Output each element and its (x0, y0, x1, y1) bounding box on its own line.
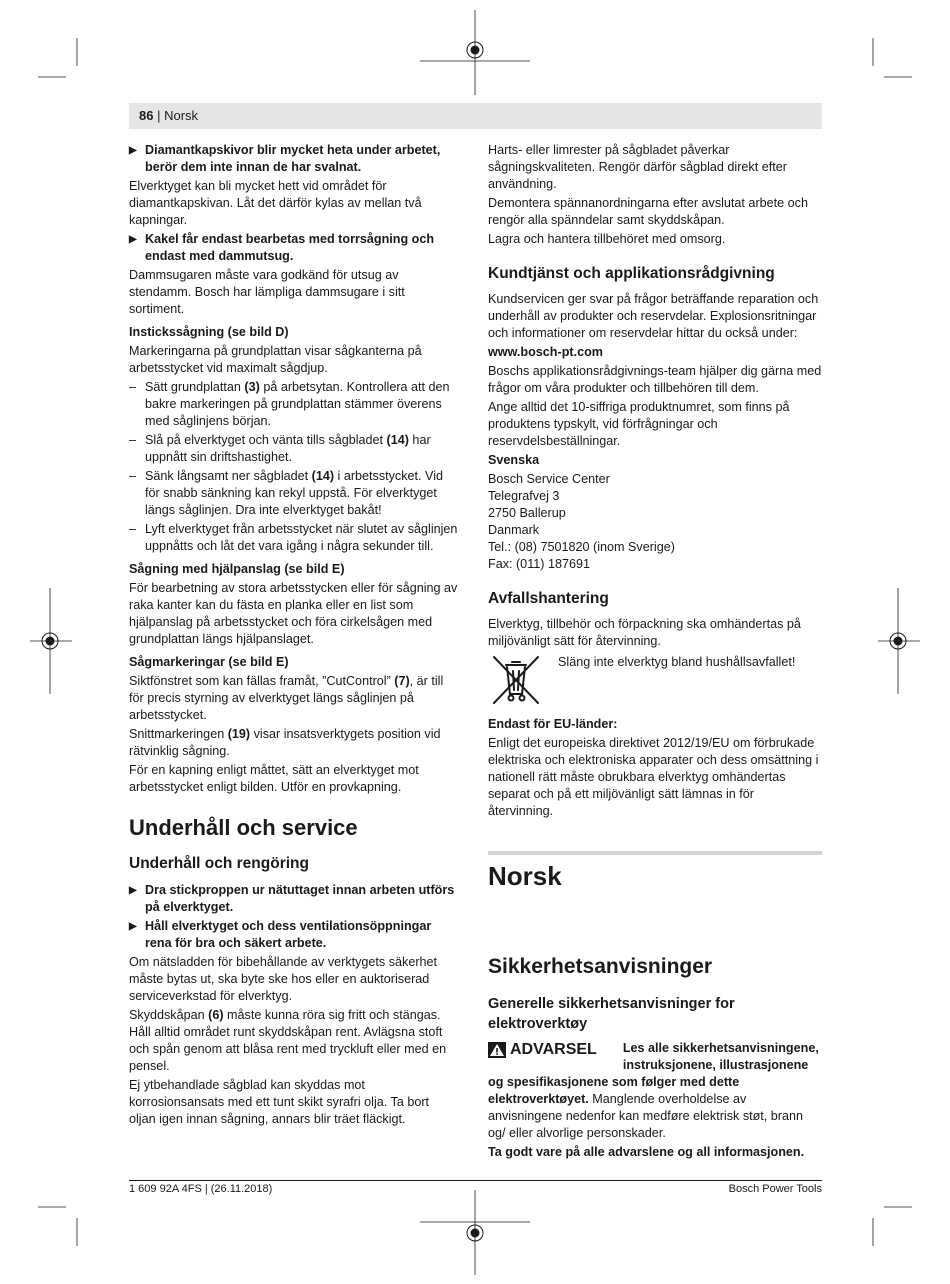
paragraph: Dammsugaren måste vara godkänd för utsug av stendamm. Bosch har lämpliga dammsugare i sitt sortiment. (129, 268, 405, 316)
section-divider (488, 851, 822, 855)
footer-docnumber: 1 609 92A 4FS | (26.11.2018) (129, 1183, 273, 1195)
weee-text: Släng inte elverktyg bland hushållsavfallet! (558, 655, 796, 669)
footer-brand: Bosch Power Tools (728, 1183, 822, 1195)
address-line: Bosch Service Center (488, 472, 610, 486)
warning-label: ADVARSEL (510, 1041, 597, 1058)
paragraph: Kundservicen ger svar på frågor beträffande reparation och underhåll av produkter och reservdelar. Explosionsritningar och informationer om reservdelar hittar du också under: (488, 292, 819, 340)
service-address (488, 471, 822, 573)
step-item: – Sätt grundplattan (3) på arbetsytan. Kontrollera att den bakre markeringen på grundplattan stämmer överens med såglinjens början. (129, 379, 459, 430)
step-item: – Lyft elverktyget från arbetsstycket när slutet av såglinjen uppnåtts och låt det vara igång i några sekunder till. (129, 521, 459, 555)
address-line: Danmark (488, 523, 540, 537)
subsection-heading: Generelle sikkerhetsanvisninger for elektroverktøy (488, 996, 735, 1032)
language-title: Norsk (488, 861, 562, 891)
footer-rule (129, 1180, 822, 1181)
warning-item: ▶ Dra stickproppen ur nätuttaget innan arbeten utförs på elverktyget. (129, 882, 459, 916)
page-header (129, 103, 822, 129)
section-heading: Avfallshantering (488, 590, 609, 607)
paragraph: Ange alltid det 10-siffriga produktnumret, som finns på produktens typskylt, vid förfrågningar och reservdelsbeställningar. (488, 400, 790, 448)
paragraph: Siktfönstret som kan fällas framåt, ”CutControl” (7), är till för precis styrning av elverktyget längs såglinjen på arbetsstycket. (129, 674, 444, 722)
right-column (488, 142, 822, 822)
paragraph: Boschs applikationsrådgivnings-team hjälper dig gärna med frågor om våra produkter och tillbehören till dem. (488, 364, 822, 395)
address-line: Telegrafvej 3 (488, 489, 560, 503)
paragraph: Demontera spännanordningarna efter avslutat arbete och rengör alla spänndelar samt skyddskåpan. (488, 196, 808, 227)
paragraph: Om nätsladden för bibehållande av verktygets säkerhet måste bytas ut, ska byte ske hos eller en auktoriserad serviceverkstad för elverktyg. (129, 955, 438, 1003)
left-column (129, 142, 459, 1130)
warning-item: ▶ Kakel får endast bearbetas med torrsågning och endast med dammutsug. (129, 231, 459, 265)
registration-mark-left (42, 633, 58, 649)
warning-final: Ta godt vare på alle advarslene og all informasjonen. (488, 1145, 805, 1159)
address-line: 2750 Ballerup (488, 506, 566, 520)
step-item: – Slå på elverktyget och vänta tills sågbladet (14) har uppnått sin driftshastighet. (129, 432, 459, 466)
paragraph: Elverktyg, tillbehör och förpackning ska omhändertas på miljövänligt sätt för återvinning. (488, 617, 801, 648)
website-link[interactable]: www.bosch-pt.com (488, 345, 603, 359)
paragraph: Lagra och hantera tillbehöret med omsorg. (488, 232, 726, 246)
subheading: Instickssågning (se bild D) (129, 325, 289, 339)
subheading: Sågmarkeringar (se bild E) (129, 655, 289, 669)
registration-mark-bottom (467, 1225, 483, 1241)
paragraph: Skyddskåpan (6) måste kunna röra sig fritt och stängas. Håll alltid området runt skyddskåpan rent. Avlägsna stoft och spån genom att blåsa rent med tryckluft eller med en pensel. (129, 1008, 447, 1073)
page-number: 86 | Norsk (139, 108, 199, 123)
warning-item: ▶ Diamantkapskivor blir mycket heta under arbetet, berör dem inte innan de har svalnat. (129, 142, 459, 176)
crossed-out-wheelie-bin-icon (488, 654, 544, 706)
step-item: – Sänk långsamt ner sågbladet (14) i arbetsstycket. Vid för snabb sänkning kan rekyl uppstå. För elverktyget längs såglinjen. Dra inte elverktyget bakåt! (129, 468, 459, 519)
weee-notice (488, 654, 822, 706)
paragraph: Ej ytbehandlade sågblad kan skyddas mot korrosionsansats med ett tunt skikt syrafri olja. Ta bort oljan igen innan sågning, annars blir träet fläckigt. (129, 1078, 430, 1126)
fax-line: Fax: (011) 187691 (488, 557, 590, 571)
country-label: Svenska (488, 453, 540, 467)
warning-block (488, 1040, 822, 1163)
registration-mark-right (890, 633, 906, 649)
warning-body: Manglende overholdelse av anvisningene nedenfor kan medføre elektrisk støt, brann og/ eller alvorlige personskader. (488, 1092, 804, 1140)
paragraph: För en kapning enligt måttet, sätt an elverktyget mot arbetsstycket enligt bilden. Utför en provkapning. (129, 763, 419, 794)
paragraph: Enligt det europeiska direktivet 2012/19/EU om förbrukade elektriska och elektroniska apparater och dess omsättning i nationell rätt måste obrukbara elverktyg omhändertas separat och på ett miljövänligt sätt lämnas in för återvinning. (488, 736, 819, 818)
paragraph: Elverktyget kan bli mycket hett vid området för diamantkapskivan. Låt det därför kylas av mellan två kapningar. (129, 179, 422, 227)
paragraph: Snittmarkeringen (19) visar insatsverktygets position vid rätvinklig sågning. (129, 727, 441, 758)
paragraph: För bearbetning av stora arbetsstycken eller för sågning av raka kanter kan du fästa en planka eller en list som hjälpanslag på arbetsstycket och föra cirkelsågen med grundplattan längs hjälpanslaget. (129, 581, 458, 646)
paragraph: Harts- eller limrester på sågbladet påverkar sågningskvaliteten. Rengör därför sågblad direkt efter användning. (488, 143, 787, 191)
section-heading: Sikkerhetsanvisninger (488, 955, 713, 978)
section-heading: Kundtjänst och applikationsrådgivning (488, 265, 775, 282)
warning-item: ▶ Håll elverktyget och dess ventilationsöppningar rena för bra och säkert arbete. (129, 918, 459, 952)
warning-lead: Les alle sikkerhetsanvisningene, instruksjonene, illustrasjonene og spesifikasjonene som følger med dette elektroverktøyet. (488, 1041, 819, 1106)
phone-line: Tel.: (08) 7501820 (inom Sverige) (488, 540, 675, 554)
section-heading: Underhåll och service (129, 815, 358, 840)
warning-badge (488, 1040, 597, 1060)
paragraph: Markeringarna på grundplattan visar sågkanterna på arbetsstycket vid maximalt sågdjup. (129, 344, 422, 375)
subsection-heading: Underhåll och rengöring (129, 855, 309, 872)
eu-heading: Endast för EU-länder: (488, 717, 618, 731)
warning-triangle-icon (488, 1042, 506, 1058)
registration-mark-top (467, 42, 483, 58)
subheading: Sågning med hjälpanslag (se bild E) (129, 562, 345, 576)
